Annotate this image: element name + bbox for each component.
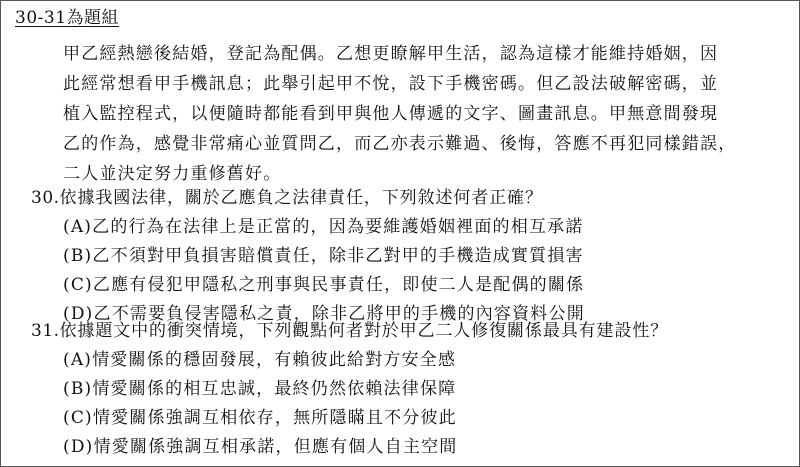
passage-line: 二人並決定努力重修舊好。 bbox=[63, 164, 282, 184]
option-a: (A)情愛關係的穩固發展，有賴彼此給對方安全感 bbox=[63, 350, 457, 370]
option-b: (B)乙不須對甲負損害賠償責任，除非乙對甲的手機造成實質損害 bbox=[63, 246, 584, 266]
question-text: 依據題文中的衝突情境，下列觀點何者對於甲乙二人修復關係最具有建設性？ bbox=[59, 321, 669, 341]
option-d: (D)乙不需要負侵害隱私之責，除非乙將甲的手機的內容資料公開 bbox=[63, 304, 585, 324]
option-d: (D)情愛關係強調互相承諾，但應有個人自主空間 bbox=[63, 437, 458, 457]
question-stem bbox=[31, 184, 791, 213]
passage-line: 植入監控程式，以便隨時都能看到甲與他人傳遞的文字、圖畫訊息。甲無意間發現 bbox=[63, 104, 719, 124]
question-text: 依據我國法律，關於乙應負之法律責任，下列敘述何者正確？ bbox=[59, 188, 543, 208]
question-stem bbox=[31, 317, 791, 346]
option-b: (B)情愛關係的相互忠誠，最終仍然依賴法律保障 bbox=[63, 379, 457, 399]
passage-line: 此經常想看甲手機訊息；此舉引起甲不悅，設下手機密碼。但乙設法破解密碼，並 bbox=[63, 74, 719, 94]
passage-line: 甲乙經熱戀後結婚，登記為配偶。乙想更瞭解甲生活，認為這樣才能維持婚姻，因 bbox=[63, 44, 719, 64]
question-31 bbox=[31, 317, 791, 462]
option-a: (A)乙的行為在法律上是正當的，因為要維護婚姻裡面的相互承諾 bbox=[63, 217, 584, 237]
reading-passage bbox=[63, 39, 785, 189]
passage-line: 乙的作為，感覺非常痛心並質問乙，而乙亦表示難過、後悔，答應不再犯同樣錯誤， bbox=[63, 134, 737, 154]
question-number: 31. bbox=[31, 321, 60, 341]
option-c: (C)情愛關係強調互相依存，無所隱瞞且不分彼此 bbox=[63, 408, 457, 428]
question-number: 30. bbox=[31, 188, 60, 208]
question-group-header: 30-31為題組 bbox=[15, 8, 120, 28]
question-30 bbox=[31, 184, 791, 329]
option-c: (C)乙應有侵犯甲隱私之刑事與民事責任，即使二人是配偶的關係 bbox=[63, 275, 585, 295]
